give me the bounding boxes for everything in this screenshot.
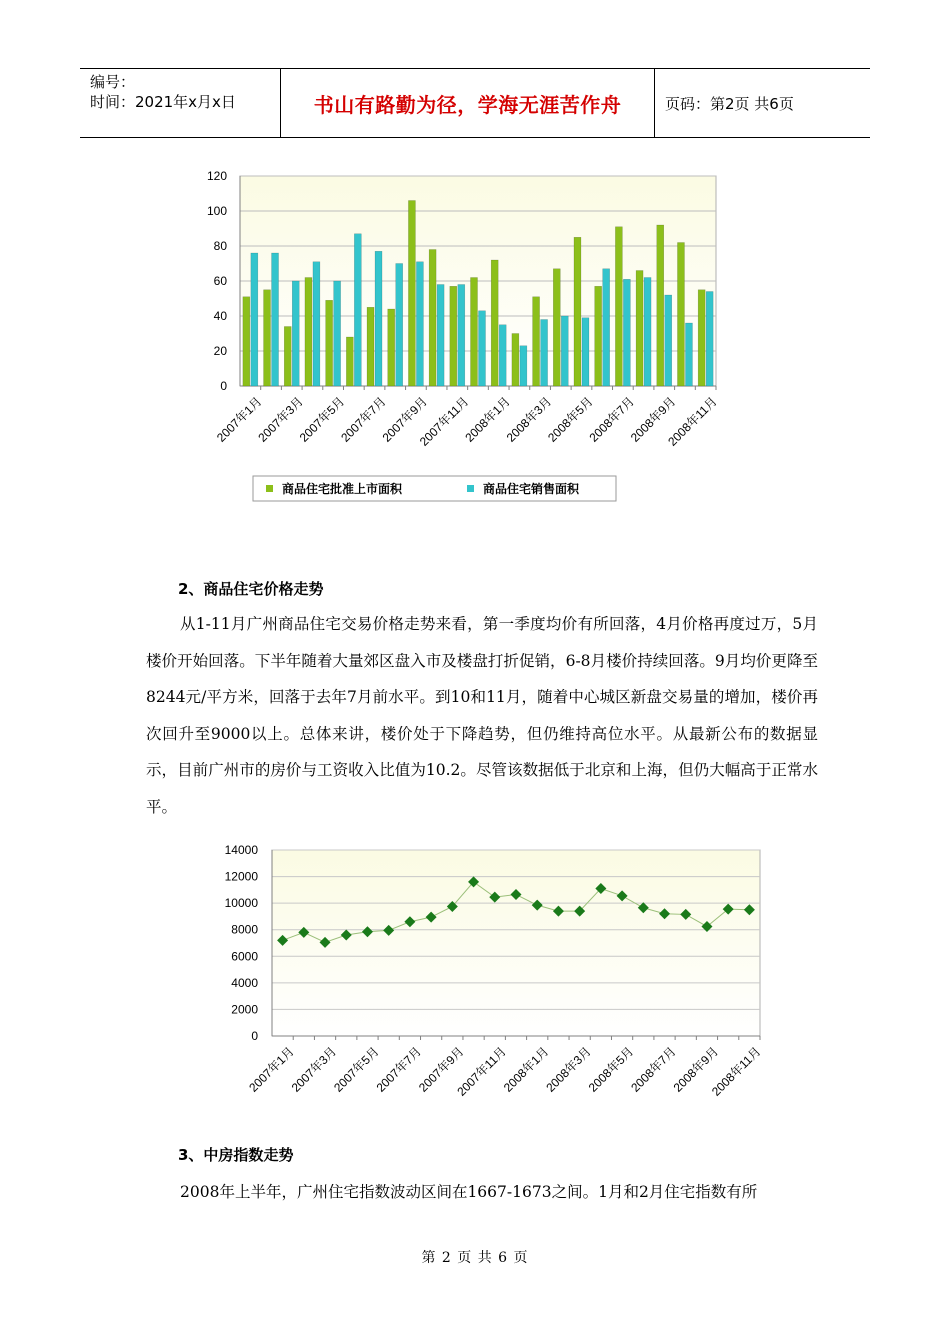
header-meta	[80, 69, 280, 137]
legend-swatch-sold	[467, 485, 474, 492]
bar-approved-area	[326, 300, 333, 386]
bar-sold-area	[561, 316, 568, 386]
x-tick-label: 2007年11月	[416, 394, 472, 449]
bar-sold-area	[396, 264, 403, 387]
bar-sold-area	[665, 295, 672, 386]
section-heading-price-trend: 2、商品住宅价格走势	[178, 580, 324, 598]
y-tick-label: 0	[220, 379, 227, 393]
page-footer: 第 2 页 共 6 页	[421, 1250, 529, 1266]
bar-sold-area	[458, 285, 465, 387]
x-tick-label: 2007年5月	[331, 1044, 382, 1095]
bar-approved-area	[553, 269, 560, 386]
chart-legend	[253, 476, 616, 501]
bar-sold-area	[706, 292, 713, 387]
bar-approved-area	[243, 297, 250, 386]
page-header	[80, 68, 870, 138]
y-tick-label: 80	[213, 239, 227, 253]
bar-sold-area	[603, 269, 610, 386]
bar-approved-area	[677, 243, 684, 387]
y-tick-label: 4000	[231, 975, 258, 990]
x-tick-label: 2007年3月	[255, 394, 306, 445]
bar-sold-area	[272, 253, 279, 386]
bar-sold-area	[520, 346, 527, 386]
y-tick-label: 40	[213, 309, 227, 323]
y-tick-label: 60	[213, 274, 227, 288]
header-motto: 书山有路勤为径，学海无涯苦作舟	[280, 69, 655, 137]
bar-sold-area	[292, 281, 299, 386]
bar-sold-area	[313, 262, 320, 386]
y-tick-label: 0	[251, 1029, 258, 1043]
y-tick-label: 100	[206, 204, 227, 218]
y-tick-label: 6000	[231, 949, 258, 964]
bar-approved-area	[429, 250, 436, 387]
bar-sold-area	[375, 251, 382, 386]
y-tick-label: 8000	[231, 922, 258, 937]
x-tick-label: 2008年5月	[585, 1044, 637, 1095]
price-line-chart	[200, 838, 780, 1128]
x-tick-label: 2008年5月	[545, 394, 596, 445]
bar-sold-area	[479, 311, 486, 386]
bar-approved-area	[305, 278, 312, 387]
x-tick-label: 2007年1月	[213, 394, 265, 445]
bar-approved-area	[346, 337, 353, 386]
bar-sold-area	[437, 285, 444, 387]
bar-approved-area	[264, 290, 271, 386]
x-tick-label: 2007年7月	[338, 394, 389, 445]
x-tick-label: 2008年7月	[586, 394, 637, 445]
bar-approved-area	[408, 201, 415, 387]
price-trend-paragraph: 从1-11月广州商品住宅交易价格走势来看，第一季度均价有所回落，4月价格再度过万，5月楼价开始回落。下半年随着大量郊区盘入市及楼盘打折促销，6-8月楼价持续回落。9月均价更降至8244元/平方米，回落于去年7月前水平。到10和11月，随着中心城区新盘交易量的增加，楼价再次回升至9000以上。总体来讲，楼价处于下降趋势，但仍维持高位水平。从最新公布的数据显示，目前广州市的房价与工资收入比值为10.2。尽管该数据低于北京和上海，但仍大幅高于正常水平。	[146, 615, 818, 816]
plot-area	[272, 850, 760, 1036]
area-bar-chart	[180, 160, 740, 520]
legend-label-sold: 商品住宅销售面积	[483, 482, 580, 496]
x-tick-label: 2008年3月	[543, 1044, 594, 1095]
bar-sold-area	[623, 279, 630, 386]
x-tick-label: 2008年1月	[462, 394, 513, 445]
x-tick-label: 2008年11月	[665, 394, 720, 449]
bar-sold-area	[541, 320, 548, 387]
x-tick-label: 2008年1月	[500, 1044, 552, 1095]
section-heading-index-trend: 3、中房指数走势	[178, 1146, 294, 1164]
y-tick-label: 12000	[224, 869, 258, 884]
bar-approved-area	[450, 286, 457, 386]
bar-sold-area	[354, 234, 361, 386]
y-tick-label: 2000	[231, 1002, 258, 1017]
x-tick-label: 2007年7月	[373, 1044, 425, 1095]
index-trend-paragraph: 2008年上半年，广州住宅指数波动区间在1667-1673之间。1月和2月住宅指数有所	[180, 1183, 758, 1201]
header-page-number: 页码：第2页 共6页	[665, 94, 794, 113]
bar-sold-area	[251, 253, 258, 386]
x-tick-label: 2007年9月	[379, 394, 431, 445]
x-tick-label: 2008年11月	[708, 1044, 764, 1099]
y-tick-label: 120	[206, 169, 227, 183]
bar-sold-area	[499, 325, 506, 386]
bar-sold-area	[685, 323, 692, 386]
bar-sold-area	[416, 262, 423, 386]
x-tick-label: 2008年3月	[503, 394, 555, 445]
bar-approved-area	[533, 297, 540, 386]
bar-approved-area	[471, 278, 478, 387]
y-tick-label: 20	[213, 344, 227, 358]
bar-approved-area	[367, 307, 374, 386]
legend-swatch-approved	[266, 485, 273, 492]
x-tick-label: 2008年7月	[628, 1044, 679, 1095]
x-tick-label: 2007年5月	[296, 394, 348, 445]
bar-sold-area	[582, 318, 589, 386]
x-tick-label: 2008年9月	[627, 394, 679, 445]
bar-approved-area	[636, 271, 643, 387]
legend-label-approved: 商品住宅批准上市面积	[282, 482, 403, 496]
y-tick-label: 14000	[224, 843, 258, 857]
bar-approved-area	[491, 260, 498, 386]
x-tick-label: 2007年11月	[454, 1044, 509, 1099]
x-tick-label: 2008年9月	[670, 1044, 722, 1095]
y-tick-label: 10000	[224, 896, 258, 911]
bar-sold-area	[644, 278, 651, 387]
bar-approved-area	[615, 227, 622, 386]
document-number-label: 编号：	[90, 73, 136, 91]
bar-approved-area	[698, 290, 705, 386]
bar-approved-area	[574, 237, 581, 386]
x-tick-label: 2007年3月	[288, 1044, 340, 1095]
bar-sold-area	[334, 281, 341, 386]
bar-approved-area	[284, 327, 291, 387]
bar-approved-area	[595, 286, 602, 386]
x-tick-label: 2007年9月	[415, 1044, 467, 1095]
bar-approved-area	[512, 334, 519, 387]
x-tick-label: 2007年1月	[246, 1044, 297, 1095]
document-date-label: 时间：2021年x月x日	[90, 93, 236, 111]
bar-approved-area	[388, 309, 395, 386]
bar-approved-area	[657, 225, 664, 386]
